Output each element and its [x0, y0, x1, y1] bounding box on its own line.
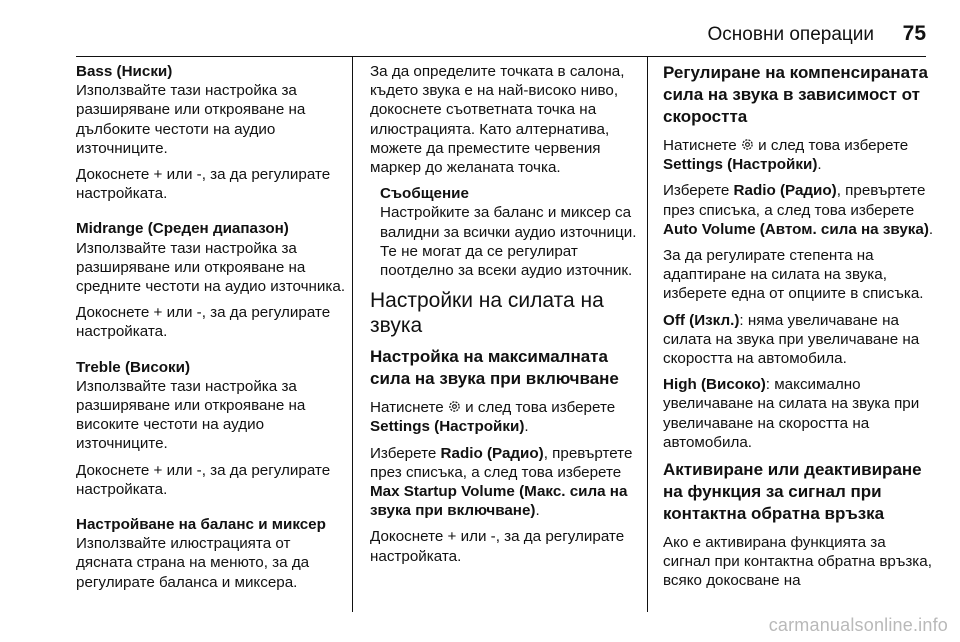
max-tap-instruction: Натиснете и след това изберете Settings (Настройки).	[370, 399, 616, 436]
comp-tap-instruction: Натиснете и след това изберете Settings (Настройки).	[663, 137, 909, 174]
off-label: Off (Изкл.)	[663, 311, 740, 329]
high-option	[663, 375, 935, 452]
signal-text: Ако е активирана функцията за сигнал при контактна обратна връзка, всяко докосване на	[663, 534, 932, 590]
column-divider-2	[647, 56, 648, 612]
tap-post: и след това изберете	[465, 399, 616, 417]
note-text: Настройките за баланс и миксер са валидни за всички аудио източници. Те не могат да се регулират поотделно за всеки аудио източник.	[380, 204, 637, 280]
balance-intro-text: За да определите точката в салона, където звука е на най-високо ниво, докоснете съответната точка на илюстрацията. Като алтернатива, можете да преместите червения маркер до желаната точка.	[370, 63, 625, 177]
settings-label: Settings (Настройки)	[370, 418, 525, 436]
bass-heading: Bass (Ниски)	[76, 63, 173, 80]
gear-icon	[741, 138, 754, 151]
tap-post: и след това изберете	[758, 137, 909, 154]
tap-pre: Натиснете	[370, 399, 444, 417]
midrange-adjust-text: Докоснете + или -, за да регулирате настройката.	[76, 304, 331, 341]
auto-volume-label: Auto Volume (Автом. сила на звука)	[663, 220, 929, 238]
column-left	[76, 62, 348, 599]
gear-icon	[448, 400, 461, 413]
treble-text: Използвайте тази настройка за разширяване или открояване на високите честоти на аудио източниците.	[76, 377, 306, 453]
section-title-volume: Настройки на силата на звука	[370, 289, 604, 338]
watermark: carmanualsonline.info	[768, 615, 948, 635]
midrange-text: Използвайте тази настройка за разширяване или открояване на средните честоти на аудио източника.	[76, 239, 346, 296]
radio-label: Radio (Радио)	[440, 444, 544, 462]
select-pre: Изберете	[663, 182, 730, 200]
max-adjust-text: Докоснете + или -, за да регулирате настройката.	[370, 528, 625, 565]
off-text: : няма увеличаване на силата на звука при увеличаване на скоростта на автомобила.	[663, 311, 920, 368]
note-box	[370, 184, 642, 280]
page-number: 75	[902, 22, 926, 45]
max-select-instruction: Изберете Radio (Радио), превъртете през списъка, а след това изберете Max Startup Volume (Макс. сила на звука при включване).	[370, 444, 633, 520]
treble-adjust-text: Докоснете + или -, за да регулирате настройката.	[76, 461, 331, 498]
max-startup-heading: Настройка на максималната сила на звука при включване	[370, 347, 619, 389]
off-option	[663, 311, 935, 369]
bass-text: Използвайте тази настройка за разширяване или открояване на дълбоките честоти на аудио източниците.	[76, 82, 306, 157]
balance-heading: Настройване на баланс и миксер	[76, 516, 326, 534]
note-label: Съобщение	[380, 185, 469, 203]
page-header	[0, 0, 960, 56]
bass-adjust-text: Докоснете + или -, за да регулирате настройката.	[76, 166, 331, 203]
treble-heading: Treble (Високи)	[76, 358, 191, 376]
scroll-text: превъртете през списъка, а след това изберете	[370, 444, 633, 481]
midrange-heading: Midrange (Среден диапазон)	[76, 220, 289, 238]
high-text: : максимално увеличаване на силата на звука при увеличаване на скоростта на автомобила.	[663, 376, 920, 451]
signal-heading: Активиране или деактивиране на функция за сигнал при контактна обратна връзка	[663, 460, 922, 524]
high-label: High (Високо)	[663, 376, 766, 394]
compensation-heading: Регулиране на компенсираната сила на звука в зависимост от скоростта	[663, 63, 928, 126]
header-title: Основни операции	[707, 24, 874, 45]
column-middle	[370, 62, 642, 573]
tap-pre: Натиснете	[663, 137, 737, 154]
column-right	[663, 62, 935, 598]
adapt-text: За да регулирате степента на адаптиране на силата на звука, изберете една от опциите в списъка.	[663, 247, 924, 303]
select-pre: Изберете	[370, 444, 437, 462]
scroll-text: превъртете през списъка, а след това изберете	[663, 182, 926, 219]
max-startup-label: Max Startup Volume (Макс. сила на звука при включване)	[370, 483, 628, 520]
header-rule	[76, 56, 926, 57]
balance-text: Използвайте илюстрацията от дясната страна на менюто, за да регулирате баланса и миксера.	[76, 535, 310, 591]
settings-label: Settings (Настройки)	[663, 156, 818, 174]
column-divider-1	[352, 56, 353, 612]
comp-select-instruction: Изберете Radio (Радио), превъртете през списъка, а след това изберете Auto Volume (Автом. сила на звука).	[663, 182, 934, 238]
radio-label: Radio (Радио)	[733, 182, 837, 200]
